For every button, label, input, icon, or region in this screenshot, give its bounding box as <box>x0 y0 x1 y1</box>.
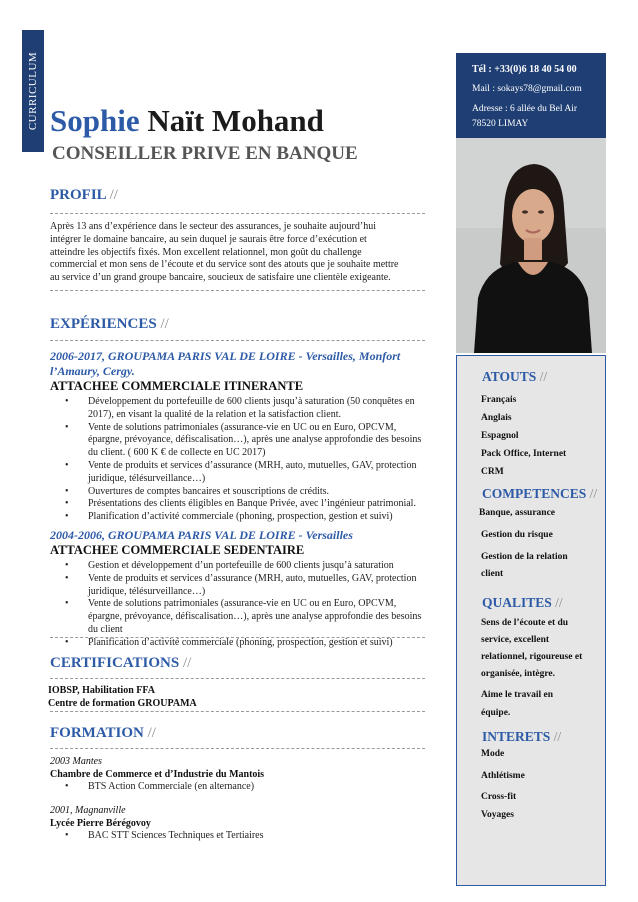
list-item <box>50 511 430 524</box>
list-item: relationnel, rigoureuse et <box>481 652 583 662</box>
edu-bullets <box>50 830 430 843</box>
job-title: CONSEILLER PRIVE EN BANQUE <box>52 143 358 164</box>
edu-place: 2001, Magnanville <box>50 804 126 816</box>
list-item: Gestion du risque <box>481 530 553 540</box>
formation-heading <box>50 725 156 742</box>
bullet-line: épargne, prévoyance, défiscalisation…), après une analyse approfondie des besoins <box>88 434 422 446</box>
edu-bullets <box>50 781 430 794</box>
list-item: Espagnol <box>481 431 519 441</box>
atouts-heading <box>482 369 547 385</box>
formation-slash: // <box>147 725 156 741</box>
bullet-line: • Vente de produits et services d’assurance (MRH, auto, mutuelles, GAV, protection <box>88 572 417 584</box>
competences-title: COMPETENCES <box>482 486 587 501</box>
bullet-line: • Planification d’activité commerciale (phoning, prospection, gestion et suivi) <box>88 511 393 523</box>
bullet-line: • Développement du portefeuille de 600 clients jusqu’à saturation (50 conquêtes en <box>88 396 415 407</box>
competences-slash: // <box>589 486 598 501</box>
list-item: équipe. <box>481 708 511 718</box>
certifications-title: CERTIFICATIONS <box>50 655 180 671</box>
atouts-title: ATOUTS <box>482 369 537 384</box>
curriculum-tab <box>22 30 44 152</box>
list-item: organisée, intègre. <box>481 669 555 679</box>
bullet-line: • BAC STT Sciences Techniques et Tertiaires <box>88 829 264 841</box>
list-item <box>50 637 430 650</box>
list-item: Voyages <box>481 810 514 820</box>
list-item: Français <box>481 395 517 405</box>
divider <box>50 340 425 341</box>
experiences-title: EXPÉRIENCES <box>50 316 157 332</box>
formation-title: FORMATION <box>50 725 144 741</box>
bullet-line: du client <box>88 623 123 635</box>
divider <box>50 678 425 679</box>
bullet-line: • Vente de solutions patrimoniales (assurance-vie en UC ou en Euro, OPCVM, <box>88 598 397 610</box>
list-item: Mode <box>481 749 505 759</box>
list-item: service, excellent <box>481 635 550 645</box>
list-item: Athlétisme <box>481 771 525 781</box>
list-item: Banque, assurance <box>479 508 556 518</box>
interets-slash: // <box>553 729 562 744</box>
bullet-line: 2017), en visant la qualité de la relation et la satisfaction client. <box>88 408 341 420</box>
job-2 <box>50 528 430 650</box>
cert-line: IOBSP, Habilitation FFA <box>48 685 155 696</box>
list-item <box>50 422 430 460</box>
formation-list <box>50 755 430 843</box>
divider <box>50 290 425 291</box>
job-1-bullets <box>50 396 430 524</box>
job-1-header: 2006-2017, GROUPAMA PARIS VAL DE LOIRE - Versailles, Monfort <box>50 349 401 363</box>
bullet-line: • Ouvertures de comptes bancaires et souscriptions de crédits. <box>88 485 330 497</box>
contact-panel <box>456 53 606 138</box>
list-item: Cross-fit <box>481 792 517 802</box>
candidate-name <box>50 103 324 139</box>
contact-mail: Mail : sokays78@gmail.com <box>472 84 582 94</box>
bullet-line: • Présentations des clients éligibles en Banque Privée, avec l’ingénieur patrimonial. <box>88 498 416 510</box>
certifications-slash: // <box>182 655 192 671</box>
bullet-line: • Gestion et développement d’un portefeuille de 600 clients jusqu’à saturation <box>88 560 394 571</box>
list-item <box>50 560 430 573</box>
qualites-heading <box>482 595 563 611</box>
profil-slash: // <box>109 187 118 203</box>
list-item <box>50 396 430 422</box>
job-1-header-cont: l’Amaury, Cergy. <box>50 364 135 378</box>
list-item <box>50 486 430 499</box>
profil-title: PROFIL <box>50 187 106 203</box>
profil-heading <box>50 187 118 204</box>
list-item: Aime le travail en <box>481 690 554 700</box>
atouts-slash: // <box>539 369 548 384</box>
list-item <box>50 498 430 511</box>
bullet-line: juridique, télésurveillance…) <box>88 472 206 484</box>
bullet-line: • Vente de produits et services d’assurance (MRH, auto, mutuelles, GAV, protection <box>88 459 417 471</box>
list-item <box>50 460 430 486</box>
competences-heading <box>482 486 597 502</box>
list-item: Sens de l’écoute et du <box>481 618 569 628</box>
person-illustration <box>456 138 606 353</box>
edu-school: Lycée Pierre Bérégovoy <box>50 817 151 829</box>
experiences-slash: // <box>160 316 169 332</box>
profile-photo <box>456 138 606 353</box>
list-item: CRM <box>481 467 504 477</box>
profil-line: atteindre les objectifs fixés. Mon excellent relationnel, mon goût du challenge <box>50 246 362 258</box>
profil-line: Après 13 ans d’expérience dans le secteur des assurances, je souhaite aujourd’hui <box>50 221 376 232</box>
divider <box>50 213 425 214</box>
list-item: Gestion de la relation <box>481 552 568 562</box>
job-2-role: ATTACHEE COMMERCIALE SEDENTAIRE <box>50 543 305 557</box>
job-2-header: 2004-2006, GROUPAMA PARIS VAL DE LOIRE - Versailles <box>50 528 353 542</box>
bullet-line: • Planification d’activité commerciale (phoning, prospection, gestion et suivi) <box>88 636 393 648</box>
divider <box>50 748 425 749</box>
list-item <box>50 573 430 599</box>
first-name: Sophie <box>50 103 140 138</box>
interets-heading <box>482 729 561 745</box>
divider <box>50 711 425 712</box>
profil-line: intégrer le domaine bancaire, au sein duquel je saurais être force d’exécution et <box>50 233 367 245</box>
experiences-heading <box>50 316 169 333</box>
contact-phone: Tél : +33(0)6 18 40 54 00 <box>472 64 577 75</box>
profil-line: au service d’un grand groupe bancaire, soucieux de satisfaire une clientèle exigeante. <box>50 272 391 284</box>
qualites-slash: // <box>555 595 563 610</box>
contact-address: Adresse : 6 allée du Bel Air <box>472 104 578 114</box>
skills-sidebar <box>456 355 606 886</box>
edu-place: 2003 Mantes <box>50 756 102 767</box>
list-item: Anglais <box>481 413 512 423</box>
certifications-heading <box>50 655 191 672</box>
divider <box>50 637 425 638</box>
bullet-line: • Vente de solutions patrimoniales (assurance-vie en UC ou en Euro, OPCVM, <box>88 421 397 433</box>
list-item <box>50 781 430 794</box>
bullet-line: juridique, télésurveillance…) <box>88 585 206 597</box>
bullet-line: épargne, prévoyance, défiscalisation…), après une analyse approfondie des besoins <box>88 611 422 623</box>
qualites-title: QUALITES <box>482 595 552 610</box>
list-item <box>50 598 430 636</box>
cert-line: Centre de formation GROUPAMA <box>48 697 197 709</box>
profil-line: commercial et mon sens de l’écoute et du service sont des atouts que je souhaite mettre <box>50 259 399 271</box>
profil-text <box>50 221 430 285</box>
job-1 <box>50 349 430 524</box>
list-item <box>50 830 430 843</box>
bullet-line: • BTS Action Commerciale (en alternance) <box>88 781 255 792</box>
interets-title: INTERETS <box>482 729 551 744</box>
certifications-text <box>48 685 197 710</box>
list-item: Pack Office, Internet <box>481 449 567 459</box>
job-1-role: ATTACHEE COMMERCIALE ITINERANTE <box>50 379 304 393</box>
bullet-line: du client. ( 600 K € de collecte en UC 2017) <box>88 447 266 459</box>
curriculum-label: CURRICULUM <box>27 51 39 131</box>
last-name: Naït Mohand <box>147 103 324 138</box>
list-item: client <box>481 569 504 579</box>
contact-city: 78520 LIMAY <box>472 119 529 129</box>
edu-school: Chambre de Commerce et d’Industrie du Mantois <box>50 769 265 780</box>
